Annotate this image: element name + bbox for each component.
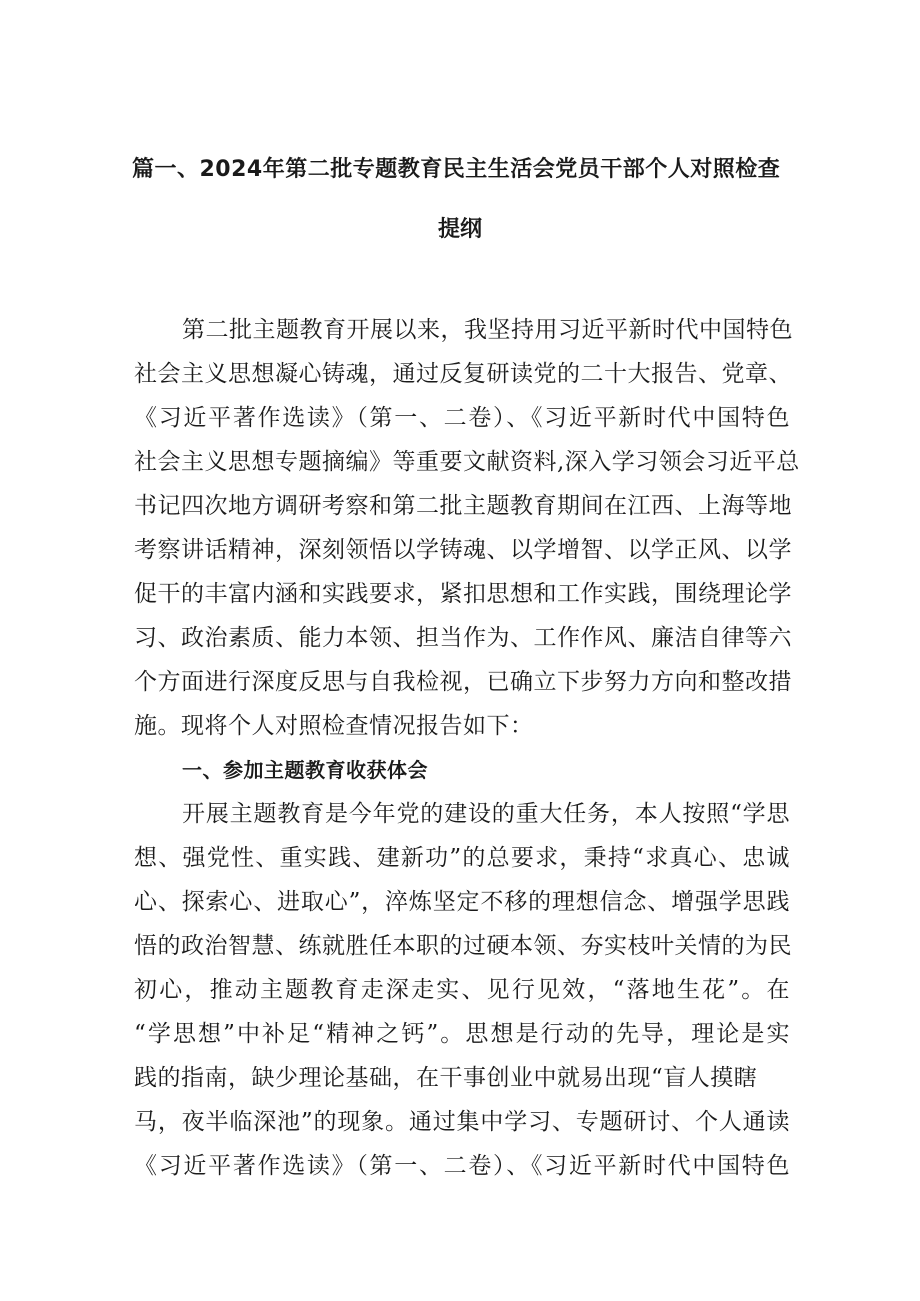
text-line: 个方面进行深度反思与自我检视，已确立下步努力方向和整改措	[134, 669, 792, 695]
text-line: 《习近平著作选读》（第一、二卷）、《习近平新时代中国特色	[134, 1153, 790, 1179]
text-line: 习、政治素质、能力本领、担当作为、工作作风、廉洁自律等六	[134, 625, 792, 651]
text-line: 开展主题教育是今年党的建设的重大任务，本人按照“学思	[182, 801, 790, 827]
text-line: 马，夜半临深池”的现象。通过集中学习、专题研讨、个人通读	[134, 1109, 790, 1135]
text-line: 书记四次地方调研考察和第二批主题教育期间在江西、上海等地	[134, 493, 792, 519]
text-line: 心、探索心、进取心”，淬炼坚定不移的理想信念、增强学思践	[134, 889, 790, 915]
document-title: 篇一、2024年第二批专题教育民主生活会党员干部个人对照检查	[132, 157, 781, 182]
text-line: 第二批主题教育开展以来，我坚持用习近平新时代中国特色	[182, 317, 793, 343]
text-line: 施。现将个人对照检查情况报告如下：	[134, 713, 534, 739]
text-line: 促干的丰富内涵和实践要求，紧扣思想和工作实践，围绕理论学	[134, 581, 792, 607]
text-line: 想、强党性、重实践、建新功”的总要求，秉持“求真心、忠诚	[134, 845, 790, 871]
text-line: 践的指南，缺少理论基础，在干事创业中就易出现“盲人摸瞎	[134, 1065, 758, 1091]
text-line: 社会主义思想凝心铸魂，通过反复研读党的二十大报告、党章、	[134, 361, 792, 387]
paragraph-intro	[134, 308, 800, 748]
text-line: 《习近平著作选读》（第一、二卷）、《习近平新时代中国特色	[134, 405, 790, 431]
document-body	[134, 308, 800, 1188]
text-line: 初心，推动主题教育走深走实、见行见效，“落地生花”。在	[134, 977, 790, 1003]
paragraph-harvest	[134, 792, 790, 1188]
text-line: 悟的政治智慧、练就胜任本职的过硬本领、夯实枝叶关情的为民	[134, 933, 792, 959]
text-line: “学思想”中补足“精神之钙”。思想是行动的先导，理论是实	[134, 1021, 790, 1047]
document-title-continuation: 提纲	[437, 217, 482, 242]
text-line: 社会主义思想专题摘编》等重要文献资料,深入学习领会习近平总	[134, 449, 800, 475]
text-line: 考察讲话精神，深刻领悟以学铸魂、以学增智、以学正风、以学	[134, 537, 792, 563]
section-heading: 一、参加主题教育收获体会	[182, 758, 428, 782]
